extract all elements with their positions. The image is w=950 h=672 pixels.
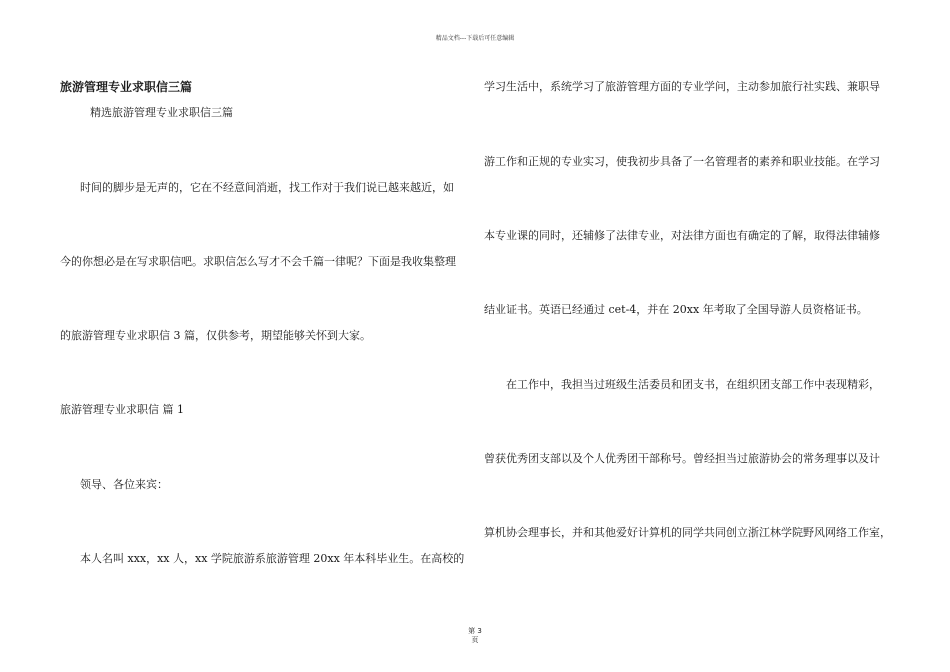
page-number: [458, 627, 492, 645]
page-header-watermark: 精品文档---下载后可任意编辑: [435, 35, 515, 42]
paragraph-line: 今的你想必是在写求职信吧。求职信怎么写才不会千篇一律呢？下面是我收集整理: [60, 255, 456, 268]
paragraph-line: 在工作中，我担当过班级生活委员和团支书，在组织团支部工作中表现精彩，: [506, 378, 880, 391]
paragraph-line: 曾获优秀团支部以及个人优秀团干部称号。曾经担当过旅游协会的常务理事以及计: [484, 452, 880, 465]
paragraph-line: 时间的脚步是无声的，它在不经意间消逝，找工作对于我们说已越来越近，如: [80, 181, 454, 194]
paragraph-line: 本专业课的同时，还辅修了法律专业，对法律方面也有确定的了解，取得法律辅修: [484, 229, 880, 242]
paragraph-line: 算机协会理事长，并和其他爱好计算机的同学共同创立浙江林学院野风网络工作室，: [484, 526, 891, 539]
page-number-label: 第 3: [468, 627, 482, 635]
section-heading: 旅游管理专业求职信 篇 1: [60, 403, 184, 416]
paragraph-line: 本人名叫 xxx，xx 人，xx 学院旅游系旅游管理 20xx 年本科毕业生。在高校的: [80, 552, 465, 565]
document-title: 旅游管理专业求职信三篇: [60, 80, 193, 94]
paragraph-line: 结业证书。英语已经通过 cet-4，并在 20xx 年考取了全国导游人员资格证书。: [484, 303, 868, 316]
paragraph-line: 的旅游管理专业求职信 3 篇，仅供参考，期望能够关怀到大家。: [60, 329, 371, 342]
salutation-line: 领导、各位来宾：: [80, 478, 168, 491]
paragraph-line: 学习生活中，系统学习了旅游管理方面的专业学问，主动参加旅行社实践、兼职导: [484, 80, 880, 93]
paragraph-line: 游工作和正规的专业实习，使我初步具备了一名管理者的素养和职业技能。在学习: [484, 155, 880, 168]
page-number-suffix: 页: [471, 636, 479, 644]
document-subtitle: 精选旅游管理专业求职信三篇: [90, 106, 233, 119]
